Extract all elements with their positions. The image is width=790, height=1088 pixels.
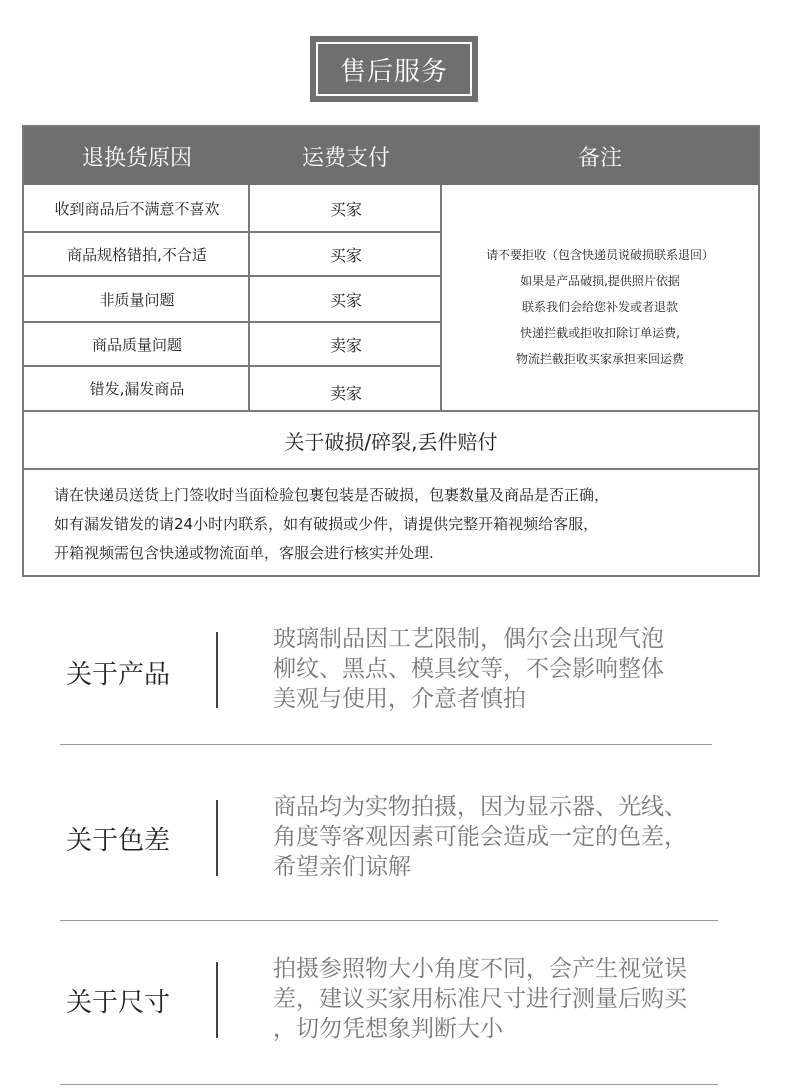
damage-section-text — [54, 481, 754, 568]
title-banner — [310, 36, 478, 102]
header-shipping: 运费支付 — [301, 145, 390, 171]
info-separator — [216, 962, 218, 1038]
damage-line: 如有漏发错发的请24小时内联系，如有破损或少件，请提供完整开箱视频给客服， — [54, 515, 599, 533]
notes-cell — [442, 185, 758, 411]
header-reason: 退换货原因 — [81, 145, 192, 171]
section-divider — [60, 1084, 718, 1085]
note-line: 物流拦截拒收买家承担来回运费 — [515, 352, 684, 366]
info-text — [273, 954, 733, 1044]
info-separator — [216, 632, 218, 708]
note-line: 联系我们会给您补发或者退款 — [521, 300, 678, 314]
reason-cell: 商品规格错拍,不合适 — [67, 245, 207, 264]
note-line: 如果是产品破损,提供照片依据 — [520, 274, 680, 288]
reason-cell: 错发,漏发商品 — [89, 380, 185, 398]
payer-cell: 买家 — [329, 290, 362, 310]
section-divider — [60, 744, 712, 745]
info-line: 角度等客观因素可能会造成一定的色差， — [273, 824, 687, 850]
info-line: 玻璃制品因工艺限制，偶尔会出现气泡 — [273, 626, 664, 652]
info-line: 拍摄参照物大小角度不同，会产生视觉误 — [273, 956, 687, 982]
info-line: 美观与使用，介意者慎拍 — [273, 686, 526, 712]
info-color — [0, 778, 790, 898]
table-header — [24, 127, 758, 185]
payer-cell: 买家 — [329, 245, 362, 265]
info-line: ，切勿凭想象判断大小 — [273, 1016, 503, 1042]
info-label: 关于尺寸 — [66, 987, 171, 1018]
info-line: 商品均为实物拍摄，因为显示器、光线、 — [273, 794, 687, 820]
info-line: 希望亲们谅解 — [273, 854, 411, 880]
info-line: 柳纹、黑点、模具纹等，不会影响整体 — [273, 656, 664, 682]
info-line: 差，建议买家用标准尺寸进行测量后购买 — [273, 986, 687, 1012]
note-line: 快递拦截或拒收扣除订单运费, — [520, 326, 680, 340]
note-line: 请不要拒收（包含快递员说破损联系退回） — [485, 248, 714, 262]
header-notes: 备注 — [577, 145, 622, 171]
info-product — [0, 612, 790, 732]
return-policy-table — [22, 125, 760, 577]
info-label: 关于产品 — [66, 659, 171, 690]
payer-cell: 卖家 — [329, 335, 362, 355]
page-title: 售后服务 — [316, 42, 472, 96]
reason-cell: 商品质量问题 — [91, 335, 182, 354]
info-label: 关于色差 — [66, 825, 171, 856]
payer-cell: 买家 — [329, 199, 362, 219]
info-text — [273, 624, 733, 714]
section-divider — [60, 920, 718, 921]
payer-cell: 卖家 — [329, 384, 362, 403]
info-separator — [216, 800, 218, 876]
reason-cell: 收到商品后不满意不喜欢 — [54, 199, 220, 218]
damage-line: 开箱视频需包含快递或物流面单，客服会进行核实并处理. — [54, 544, 434, 562]
damage-section-title: 关于破损/碎裂,丢件赔付 — [284, 429, 498, 454]
info-size — [0, 940, 790, 1060]
reason-cell: 非质量问题 — [99, 290, 175, 309]
damage-line: 请在快递员送货上门签收时当面检验包裹包装是否破损，包裹数量及商品是否正确， — [54, 486, 610, 504]
info-text — [273, 792, 733, 882]
